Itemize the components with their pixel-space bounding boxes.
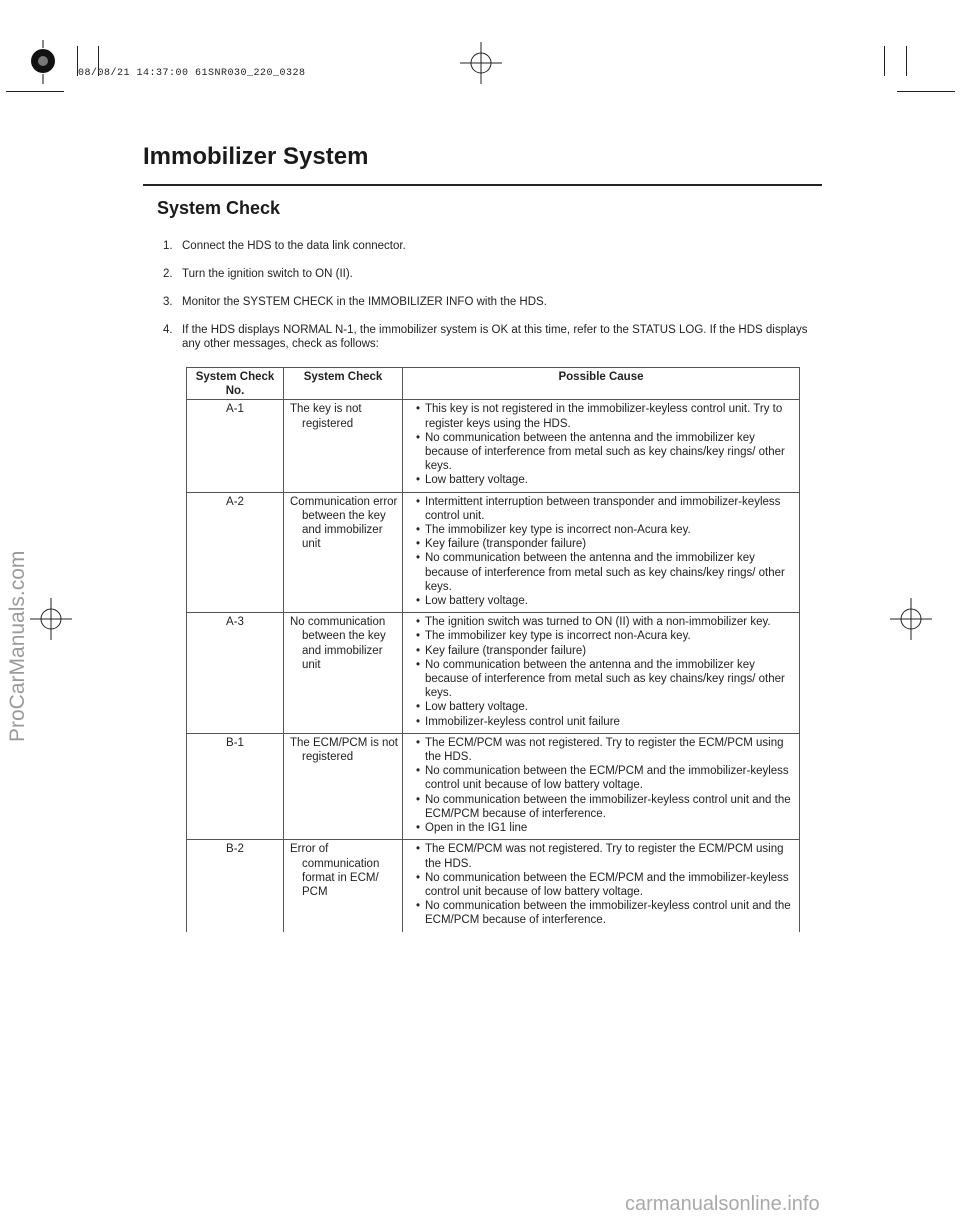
cause-item: • Key failure (transponder failure)	[409, 644, 795, 658]
cause-item: • Low battery voltage.	[409, 594, 795, 608]
cause-item: • No communication between the ECM/PCM and the immobilizer-keyless control unit because of low battery voltage.	[409, 764, 795, 792]
step-text: Turn the ignition switch to ON (II).	[182, 268, 353, 280]
table-row	[187, 840, 800, 932]
step-item	[163, 239, 813, 253]
cause-item: • No communication between the antenna and the immobilizer key because of interference from metal such as key chains/key rings/ other keys.	[409, 658, 795, 701]
registration-target-icon	[22, 40, 66, 84]
check-number: B-2	[187, 840, 284, 932]
system-check-text: The key is not registered	[290, 403, 362, 430]
system-check-text: No communication between the key and immobilizer unit	[290, 616, 386, 671]
cause-item: • No communication between the antenna and the immobilizer key because of interference from metal such as key chains/key rings/ other keys.	[409, 551, 795, 594]
crosshair-icon	[460, 42, 502, 84]
table-row	[187, 400, 800, 492]
system-check-table	[186, 367, 800, 932]
crop-mark	[6, 91, 64, 92]
print-stamp: 08/08/21 14:37:00 61SNR030_220_0328	[78, 68, 306, 79]
table-header-row	[187, 368, 800, 400]
cause-item: • The ECM/PCM was not registered. Try to register the ECM/PCM using the HDS.	[409, 736, 795, 764]
step-item	[163, 295, 813, 309]
check-number: A-1	[187, 400, 284, 492]
table-row	[187, 613, 800, 734]
cause-list	[409, 615, 795, 729]
check-number: B-1	[187, 733, 284, 839]
cause-item: • Open in the IG1 line	[409, 821, 795, 835]
footer-watermark: carmanualsonline.info	[625, 1193, 820, 1215]
cause-list	[409, 402, 795, 487]
watermark-text: ProCarManuals.com	[6, 550, 29, 742]
cause-item: • Key failure (transponder failure)	[409, 537, 795, 551]
section-title: System Check	[157, 198, 281, 218]
table-row	[187, 733, 800, 839]
cause-item: • The ignition switch was turned to ON (II) with a non-immobilizer key.	[409, 615, 795, 629]
cause-list	[409, 736, 795, 835]
step-text: If the HDS displays NORMAL N-1, the immobilizer system is OK at this time, refer to the STATUS LOG. If the HDS displays any other messages, check as follows:	[182, 324, 808, 350]
step-item	[163, 267, 813, 281]
crosshair-icon	[890, 598, 932, 640]
check-number: A-2	[187, 492, 284, 613]
cause-item: • No communication between the antenna and the immobilizer key because of interference from metal such as key chains/key rings/ other keys.	[409, 431, 795, 474]
crosshair-icon	[30, 598, 72, 640]
step-text: Connect the HDS to the data link connector.	[182, 240, 406, 252]
system-check-text: Communication error between the key and immobilizer unit	[290, 495, 398, 551]
crop-mark	[884, 46, 885, 76]
step-number: 1.	[163, 240, 173, 252]
procedure-steps	[163, 239, 813, 365]
check-number: A-3	[187, 613, 284, 734]
cause-item: • Low battery voltage.	[409, 700, 795, 714]
crop-mark	[906, 46, 907, 76]
system-check-text: The ECM/PCM is not registered	[290, 736, 398, 764]
step-number: 4.	[163, 324, 173, 336]
step-text: Monitor the SYSTEM CHECK in the IMMOBILIZER INFO with the HDS.	[182, 296, 547, 308]
system-check-text: Error of communication format in ECM/ PCM	[290, 843, 380, 898]
header-possible-cause: Possible Cause	[403, 368, 800, 400]
step-item	[163, 323, 813, 351]
cause-item: • Intermittent interruption between transponder and immobilizer-keyless control unit.	[409, 495, 795, 523]
crop-mark	[897, 91, 955, 92]
cause-item: • Low battery voltage.	[409, 473, 795, 487]
title-divider	[143, 184, 822, 186]
cause-list	[409, 842, 795, 927]
cause-item: • Immobilizer-keyless control unit failure	[409, 715, 795, 729]
cause-item: • The immobilizer key type is incorrect non-Acura key.	[409, 523, 795, 537]
cause-list	[409, 495, 795, 609]
cause-item: • No communication between the immobilizer-keyless control unit and the ECM/PCM because of interference.	[409, 793, 795, 821]
cause-item: • No communication between the immobilizer-keyless control unit and the ECM/PCM because of interference.	[409, 899, 795, 927]
header-system-check: System Check	[284, 368, 403, 400]
cause-item: • The immobilizer key type is incorrect non-Acura key.	[409, 629, 795, 643]
header-system-check-no: System Check No.	[187, 368, 284, 400]
cause-item: • This key is not registered in the immobilizer-keyless control unit. Try to register keys using the HDS.	[409, 402, 795, 430]
cause-item: • No communication between the ECM/PCM and the immobilizer-keyless control unit because of low battery voltage.	[409, 871, 795, 899]
page-title: Immobilizer System	[143, 143, 369, 170]
table-row	[187, 492, 800, 613]
step-number: 3.	[163, 296, 173, 308]
cause-item: • The ECM/PCM was not registered. Try to register the ECM/PCM using the HDS.	[409, 842, 795, 870]
step-number: 2.	[163, 268, 173, 280]
